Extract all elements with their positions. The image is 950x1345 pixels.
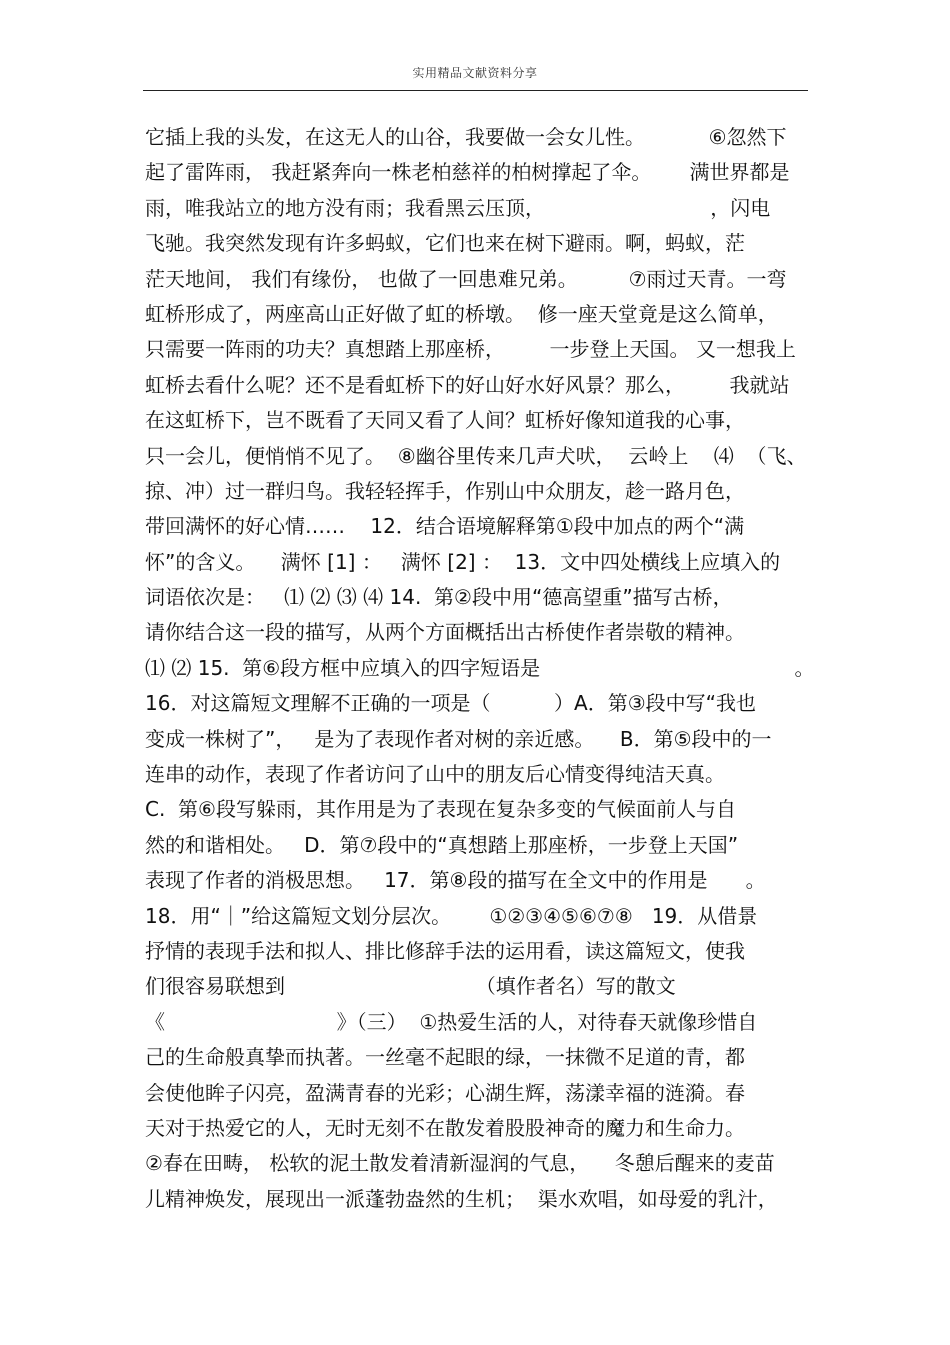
text-line: 在这虹桥下，岂不既看了天同又看了人间？虹桥好像知道我的心事， — [145, 408, 745, 433]
text-line: 抒情的表现手法和拟人、排比修辞手法的运用看，读这篇短文，使我 — [145, 938, 745, 963]
text-line: 虹桥形成了，两座高山正好做了虹的桥墩。 修一座天堂竟是这么简单， — [145, 301, 778, 326]
text-line: 16．对这篇短文理解不正确的一项是（ ）A．第③段中写“我也 — [145, 691, 756, 716]
text-line: 儿精神焕发，展现出一派蓬勃盎然的生机； 渠水欢唱，如母爱的乳汁， — [145, 1186, 778, 1211]
text-line: 它插上我的头发，在这无人的山谷，我要做一会女儿性。 ⑥忽然下 — [145, 125, 787, 149]
text-line: 虹桥去看什么呢？还不是看虹桥下的好山好水好风景？那么， 我就站 — [145, 372, 790, 397]
text-line: 只一会儿，便悄悄不见了。 ⑧幽谷里传来几声犬吠， 云岭上 ⑷ （飞、 — [145, 443, 807, 468]
text-line: 己的生命般真挚而执著。一丝毫不起眼的绿，一抹微不足道的青，都 — [145, 1045, 745, 1070]
text-line: 们很容易联想到 （填作者名）写的散文 — [145, 974, 676, 999]
header-divider — [143, 90, 808, 91]
text-line: 变成一株树了”， 是为了表现作者对树的亲近感。 B．第⑤段中的一 — [145, 726, 772, 751]
text-line: 只需要一阵雨的功夫？真想踏上那座桥， 一步登上天国。 又一想我上 — [145, 337, 796, 362]
text-line: 会使他眸子闪亮，盈满青春的光彩；心湖生辉，荡漾幸福的涟漪。春 — [145, 1080, 745, 1105]
text-line: 茫天地间， 我们有缘份， 也做了一回患难兄弟。 ⑦雨过天青。一弯 — [145, 266, 787, 291]
text-line: C. 第⑥段写躲雨，其作用是为了表现在复杂多变的气候面前人与自 — [145, 797, 736, 822]
document-body — [145, 120, 835, 1217]
text-line: 词语依次是： ⑴ ⑵ ⑶ ⑷ 14. 第②段中用“德高望重”描写古桥， — [145, 585, 733, 610]
text-line: 请你结合这一段的描写，从两个方面概括出古桥使作者崇敬的精神。 — [145, 620, 745, 645]
text-line: 连串的动作，表现了作者访问了山中的朋友后心情变得纯洁天真。 — [145, 762, 725, 787]
text-line: 起了雷阵雨， 我赶紧奔向一株老柏慈祥的柏树撑起了伞。 满世界都是 — [145, 160, 790, 185]
text-line: 带回满怀的好心情…… 12．结合语境解释第①段中加点的两个“满 — [145, 514, 745, 539]
text-line: 雨，唯我站立的地方没有雨；我看黑云压顶， ，闪电 — [145, 195, 771, 220]
text-line: 表现了作者的消极思想。 17．第⑧段的描写在全文中的作用是 。 — [145, 868, 766, 893]
page-header: 实用精品文献资料分享 — [412, 66, 538, 80]
text-line: 飞驰。我突然发现有许多蚂蚁，它们也来在树下避雨。啊，蚂蚁，茫 — [145, 231, 745, 256]
text-line: 然的和谐相处。 D．第⑦段中的“真想踏上那座桥，一步登上天国” — [145, 832, 739, 857]
text-line: ②春在田畴， 松软的泥土散发着清新湿润的气息， 冬憩后醒来的麦苗 — [145, 1151, 775, 1176]
text-line: 18．用“｜”给这篇短文划分层次。 ①②③④⑤⑥⑦⑧ 19．从借景 — [145, 903, 758, 928]
text-line: 掠、冲）过一群归鸟。我轻轻挥手，作别山中众朋友，趁一路月色， — [145, 478, 745, 503]
text-line: 怀”的含义。 满怀 [1] ： 满怀 [2] ： 13．文中四处横线上应填入的 — [145, 549, 781, 574]
text-line: ⑴ ⑵ 15. 第⑥段方框中应填入的四字短语是 。 — [145, 655, 815, 680]
text-line: 天对于热爱它的人，无时无刻不在散发着股股神奇的魔力和生命力。 — [145, 1115, 745, 1140]
text-line: 《 》（三） ①热爱生活的人，对待春天就像珍惜自 — [145, 1009, 758, 1034]
